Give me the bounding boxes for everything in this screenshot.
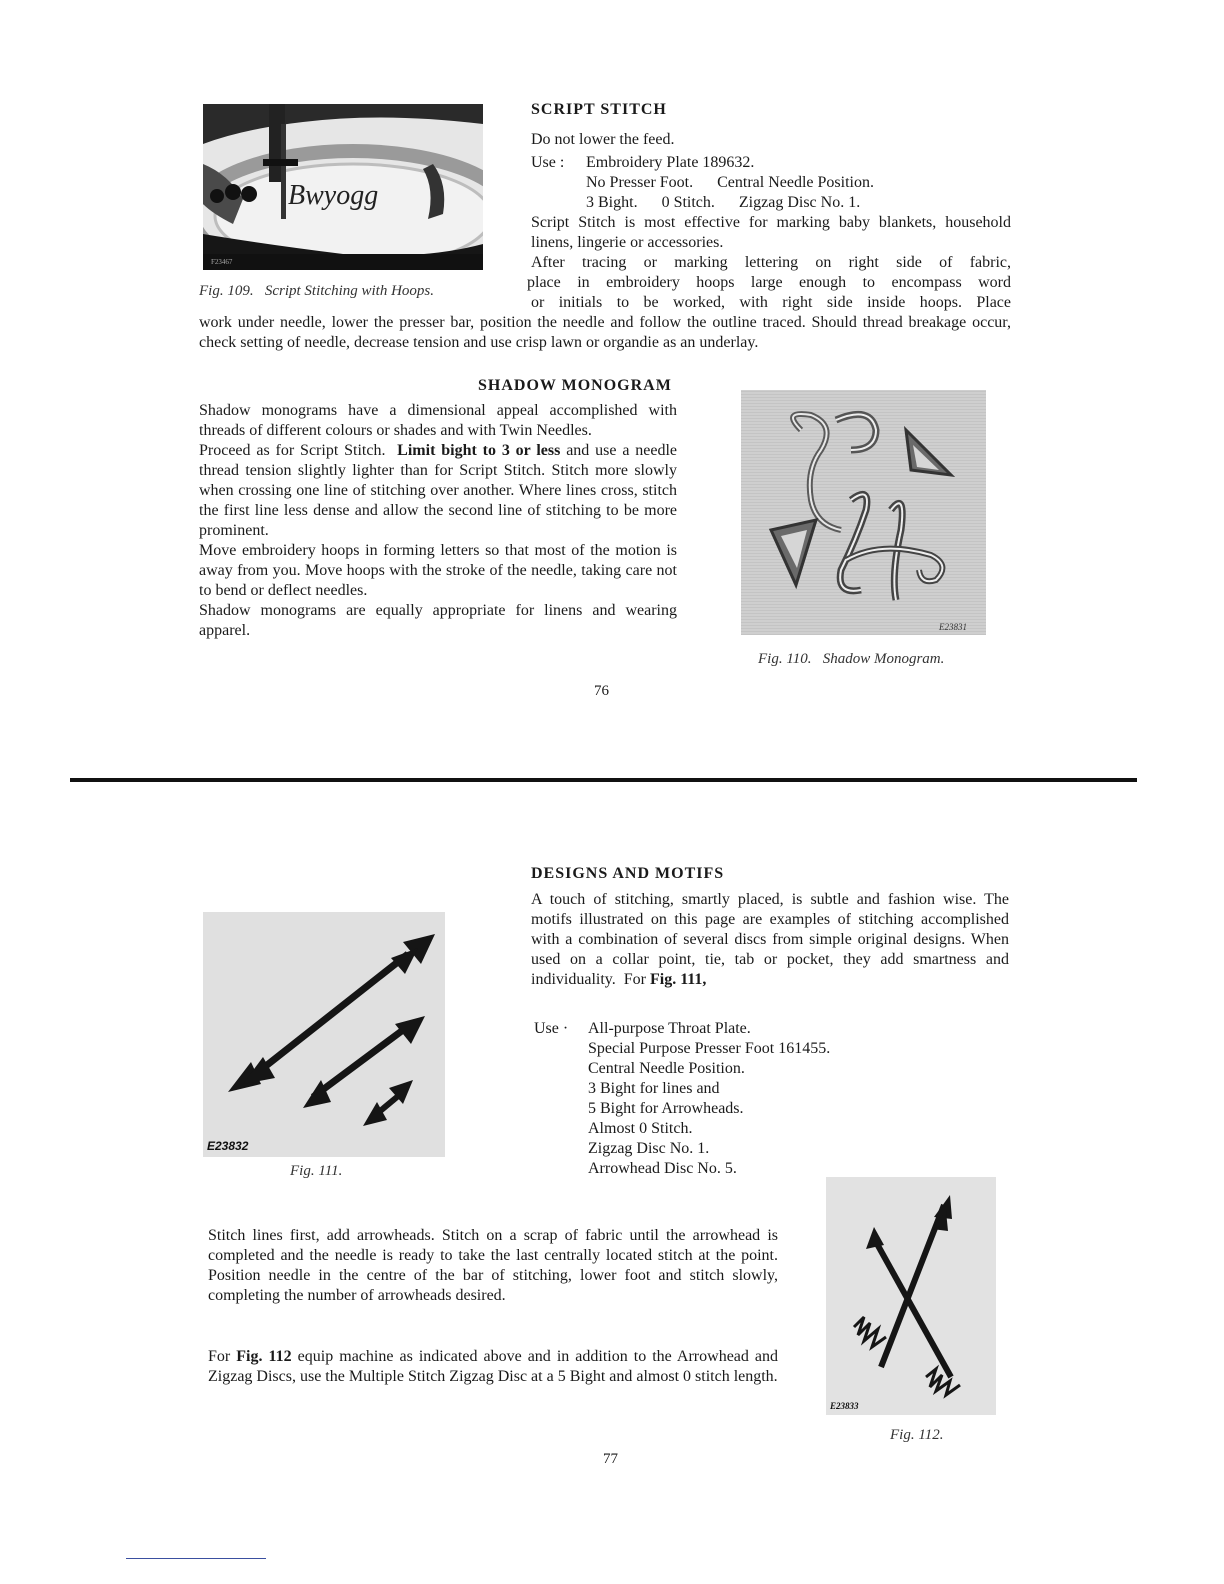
designs-para1 — [531, 890, 1009, 990]
script-stitch-line1: Do not lower the feed. — [531, 131, 675, 148]
use-item: Arrowhead Disc No. 5. — [588, 1160, 737, 1177]
fig-112-caption: Fig. 112. — [890, 1427, 944, 1443]
fig-110-caption: Fig. 110. Shadow Monogram. — [758, 651, 945, 667]
fig-109-code: F23467 — [211, 258, 233, 266]
page-divider — [70, 778, 1137, 782]
use-item: 3 Bight for lines and — [588, 1080, 720, 1097]
fig-109-image — [203, 104, 483, 270]
shadow-para4: Shadow monograms are equally appropriate for linens and wearing apparel. — [199, 602, 677, 639]
para3-rest: equip machine as indicated above and in addition to the Arrowhead and Zigzag Discs, use the Multiple Stitch Zigzag Disc at a 5 Bight and almost 0 stitch length. — [208, 1348, 779, 1385]
use-item: All-purpose Throat Plate. — [588, 1020, 751, 1037]
page-number-76: 76 — [594, 683, 609, 699]
use-item: Zigzag Disc No. 1. — [588, 1140, 710, 1157]
script-stitch-para2-rest: work under needle, lower the presser bar, position the needle and follow the outline traced. Should thread breakage occur, check setting of needle, decrease tension and use crisp lawn or organdie as an underlay. — [199, 314, 1011, 351]
script-stitch-para2-b: place in embroidery hoops large enough to encompass word — [527, 274, 1011, 291]
shadow-monogram-photo — [741, 390, 986, 635]
fig-109-script: Bwyogg — [288, 180, 379, 211]
script-stitch-para1: Script Stitch is most effective for marking baby blankets, household linens, lingerie or accessories. — [531, 214, 1011, 251]
para3-fig: Fig. 112 — [236, 1348, 292, 1365]
designs-heading: DESIGNS AND MOTIFS — [531, 865, 725, 882]
fig-110-code: E23831 — [939, 622, 967, 632]
shadow-monogram-heading: SHADOW MONOGRAM — [478, 377, 672, 394]
fig-109-caption: Fig. 109. Script Stitching with Hoops. — [199, 283, 434, 299]
fig-112-code: E23833 — [830, 1401, 859, 1411]
designs-para2: Stitch lines first, add arrowheads. Stitch on a scrap of fabric until the arrowhead is completed and the needle is ready to take the last centrally located stitch at the point. Position needle in the centre of the bar of stitching, lower foot and stitch slowly, completing the number of arrowheads desired. — [208, 1227, 778, 1304]
shadow-monogram-text — [199, 401, 677, 641]
page-number-77: 77 — [603, 1451, 618, 1467]
shadow-para2-bold: Limit bight to 3 or less — [397, 442, 561, 459]
shadow-para2-a: Proceed as for Script Stitch. — [199, 442, 386, 459]
fig-112-image — [826, 1177, 996, 1415]
designs-para1-text: A touch of stitching, smartly placed, is subtle and fashion wise. The motifs illustrated on this page are examples of stitching accomplished with a combination of several discs from simple original designs. When used on a collar point, tie, tab or pocket, they add smartness and individuality. — [531, 891, 1009, 988]
designs-use-list — [588, 1019, 908, 1179]
use-item: Central Needle Position. — [588, 1060, 745, 1077]
script-stitching-photo — [203, 104, 483, 270]
designs-para1-fig: Fig. 111, — [649, 971, 707, 988]
script-stitch-use-line1: Embroidery Plate 189632. — [586, 154, 755, 171]
script-stitch-use-label: Use : — [531, 154, 565, 171]
script-stitch-heading: SCRIPT STITCH — [531, 101, 667, 118]
use-item: Special Purpose Presser Foot 161455. — [588, 1040, 831, 1057]
para3-for: For — [208, 1348, 231, 1365]
fig-111-caption: Fig. 111. — [290, 1163, 343, 1179]
crossed-arrows-photo — [826, 1177, 996, 1415]
arrow-motif-photo — [203, 912, 445, 1157]
shadow-para2 — [199, 441, 677, 541]
shadow-para2-b: and use a needle thread tension slightly lighter than for Script Stitch. Stitch more slowly when crossing one line of stitching over another. Where lines cross, stitch the first line less dense and allow the second line of stitching to be more prominent. — [199, 442, 678, 539]
shadow-para3: Move embroidery hoops in forming letters so that most of the motion is away from you. Move hoops with the stroke of the needle, taking care not to bend or deflect needles. — [199, 542, 677, 599]
designs-use-label: Use · — [534, 1020, 569, 1037]
script-stitch-para2-a: After tracing or marking lettering on right side of fabric, — [531, 254, 1011, 271]
footnote-rule — [126, 1558, 266, 1559]
designs-para3 — [208, 1347, 778, 1387]
use-item: Almost 0 Stitch. — [588, 1120, 693, 1137]
script-stitch-use-line2: No Presser Foot. Central Needle Position. — [586, 174, 874, 191]
shadow-para1: Shadow monograms have a dimensional appeal accomplished with threads of different colours or shades and with Twin Needles. — [199, 402, 677, 439]
fig-110-image — [741, 390, 986, 635]
fig-111-code: E23832 — [207, 1139, 249, 1153]
script-stitch-use-line3: 3 Bight. 0 Stitch. Zigzag Disc No. 1. — [586, 194, 861, 211]
use-item: 5 Bight for Arrowheads. — [588, 1100, 744, 1117]
fig-111-image — [203, 912, 445, 1157]
designs-para1-for: For — [623, 971, 646, 988]
script-stitch-para2-c: or initials to be worked, with right side inside hoops. Place — [531, 294, 1011, 311]
